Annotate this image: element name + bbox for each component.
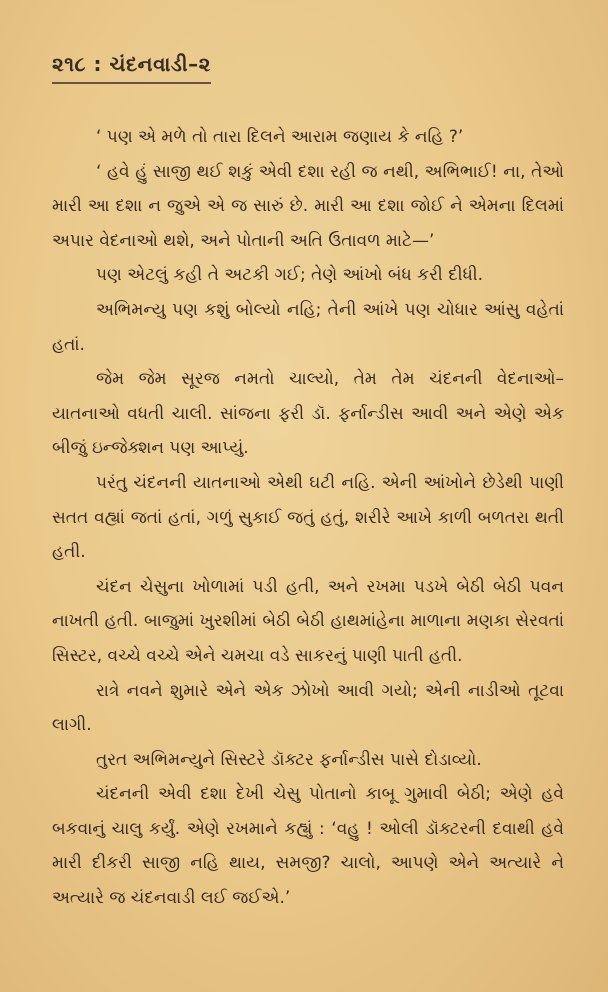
paragraph: ‘ હવે હું સાજી થઈ શકું એવી દશા રહી જ નથી, અભિભાઈ! ના, તેઓ મારી આ દશા ન જુએ એ જ સારું છે. મારી આ દશા જોઈ ને એમના દિલમાં અપાર વેદનાઓ થશે, અને પોતાની અતિ ઉતાવળ માટે—’ (52, 161, 564, 251)
running-header (52, 52, 211, 84)
paragraph: અભિમન્યુ પણ કશું બોલ્યો નહિ; તેની આંખે પણ ચોધાર આંસુ વહેતાં હતાં. (52, 299, 564, 355)
paragraph: ચંદન ચેસુના ખોળામાં પડી હતી, અને રખમા પડખે બેઠી બેઠી પવન નાખતી હતી. બાજુમાં ખુરશીમાં બેઠી બેઠી હાથમાંહેના માળાના મણકા સેરવતાં સિસ્ટર, વચ્ચે વચ્ચે એને ચમચા વડે સાકરનું પાણી પાતી હતી. (52, 576, 564, 666)
body-text (52, 120, 564, 916)
chapter-title: ચંદનવાડી–૨ (109, 52, 211, 76)
paragraph: પરંતુ ચંદનની યાતનાઓ એથી ઘટી નહિ. એની આંખોને છેડેથી પાણી સતત વહ્યાં જતાં હતાં, ગળું સુકાઈ જતું હતું, શરીરે આખે કાળી બળતરા થતી હતી. (52, 472, 564, 563)
paragraph: પણ એટલું કહી તે અટકી ગઈ; તેણે આંખો બંધ કરી દીધી. (96, 265, 484, 286)
paragraph: ચંદનની એવી દશા દેખી ચેસુ પોતાનો કાબૂ ગુમાવી બેઠી; એણે હવે બકવાનું ચાલુ કર્યું. એણે રખમાને કહ્યું : ‘વહુ ! ઓલી ડૉક્ટરની દવાથી હવે મારી દીકરી સાજી નહિ થાય, સમજી? ચાલો, આપણે એને અત્યારે ને અત્યારે જ ચંદનવાડી લઈ જઈએ.’ (52, 784, 564, 909)
paragraph: ‘ પણ એ મળે તો તારા દિલને આરામ જણાય કે નહિ ?’ (96, 127, 464, 147)
paragraph: તુરત અભિમન્યુને સિસ્ટરે ડૉક્ટર ફર્નાન્ડીસ પાસે દોડાવ્યો. (96, 749, 482, 770)
paragraph: જેમ જેમ સૂરજ નમતો ચાલ્યો, તેમ તેમ ચંદનની વેદનાઓ– યાતનાઓ વધતી ચાલી. સાંજના ફરી ડૉ. ફર્નાન્ડીસ આવી અને એણે એક બીજું ઇન્જેક્શન પણ આપ્યું. (52, 369, 564, 459)
paragraph: રાત્રે નવને શુમારે એને એક ઝોખો આવી ગયો; એની નાડીઓ તૂટવા લાગી. (52, 680, 564, 736)
header-separator: : (86, 52, 110, 76)
page-number: ૨૧૮ (52, 52, 87, 76)
